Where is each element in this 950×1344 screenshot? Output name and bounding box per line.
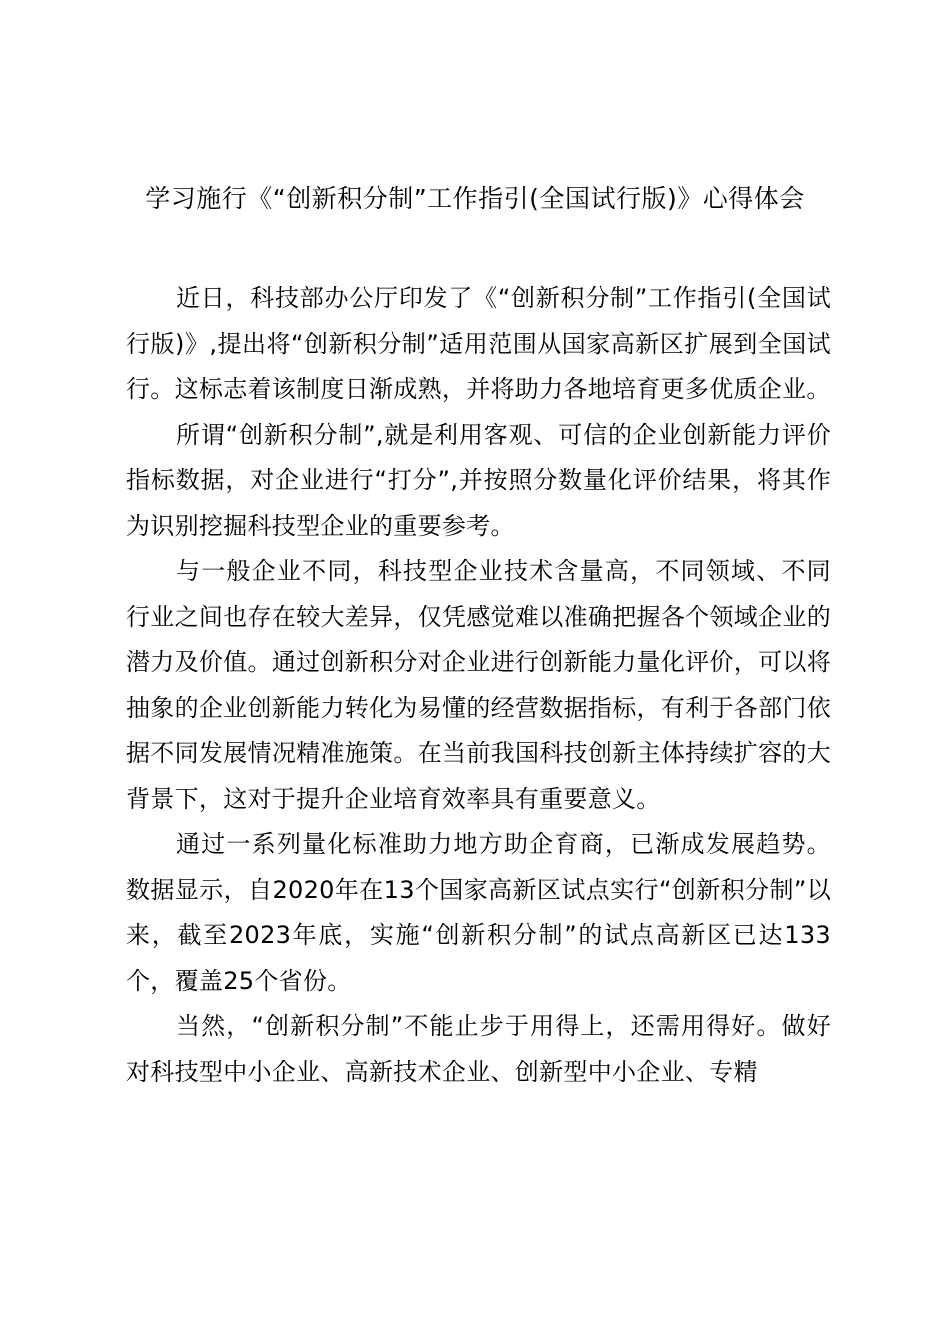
paragraph-2: 所谓“创新积分制”,就是利用客观、可信的企业创新能力评价指标数据，对企业进行“打分”,并按照分数量化评价结果，将其作为识别挖掘科技型企业的重要参考。 xyxy=(126,420,831,540)
document-title: 学习施行《“创新积分制”工作指引(全国试行版)》心得体会 xyxy=(145,184,805,213)
paragraph-5: 当然，“创新积分制”不能止步于用得上，还需用得好。做好对科技型中小企业、高新技术企业、创新型中小企业、专精 xyxy=(126,1012,831,1086)
paragraph-4: 通过一系列量化标准助力地方助企育商，已渐成发展趋势。数据显示，自2020年在13个国家高新区试点实行“创新积分制”以来，截至2023年底，实施“创新积分制”的试点高新区已达133个，覆盖25个省份。 xyxy=(126,830,831,995)
paragraph-3: 与一般企业不同，科技型企业技术含量高，不同领域、不同行业之间也存在较大差异，仅凭感觉难以准确把握各个领域企业的潜力及价值。通过创新积分对企业进行创新能力量化评价，可以将抽象的企业创新能力转化为易懂的经营数据指标，有利于各部门依据不同发展情况精准施策。在当前我国科技创新主体持续扩容的大背景下，这对于提升企业培育效率具有重要意义。 xyxy=(126,557,831,813)
document-body xyxy=(126,276,831,1095)
paragraph-1: 近日，科技部办公厅印发了《“创新积分制”工作指引(全国试行版)》,提出将“创新积分制”适用范围从国家高新区扩展到全国试行。这标志着该制度日渐成熟，并将助力各地培育更多优质企业。 xyxy=(126,284,831,403)
